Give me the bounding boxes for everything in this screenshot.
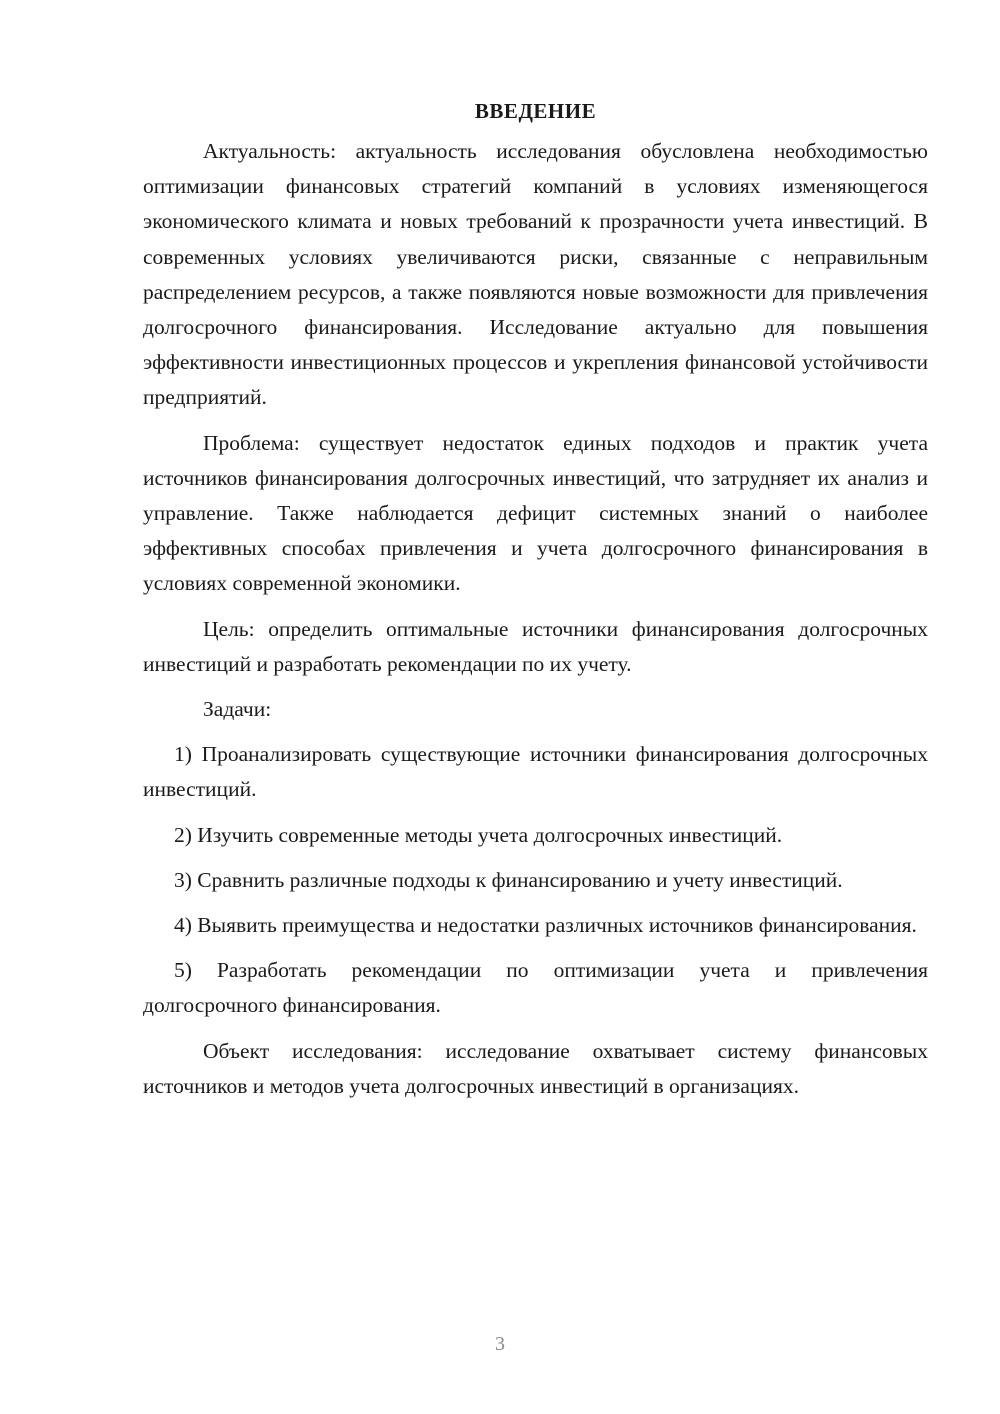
- relevance-paragraph: Актуальность: актуальность исследования обусловлена необходимостью оптимизации финансовых стратегий компаний в условиях изменяющегося экономического климата и новых требований к прозрачности учета инвестиций. В современных условиях увеличиваются риски, связанные с неправильным распределением ресурсов, а также появляются новые возможности для привлечения долгосрочного финансирования. Исследование актуально для повышения эффективности инвестиционных процессов и укрепления финансовой устойчивости предприятий.: [143, 139, 928, 410]
- tasks-label: Задачи:: [203, 697, 272, 722]
- task-item-4: 4) Выявить преимущества и недостатки различных источников финансирования.: [174, 913, 917, 938]
- section-heading: ВВЕДЕНИЕ: [474, 99, 597, 123]
- task-item-3: 3) Сравнить различные подходы к финансированию и учету инвестиций.: [174, 867, 843, 892]
- problem-paragraph: Проблема: существует недостаток единых подходов и практик учета источников финансирования долгосрочных инвестиций, что затрудняет их анализ и управление. Также наблюдается дефицит системных знаний о наиболее эффективных способах привлечения и учета долгосрочного финансирования в условиях современной экономики.: [143, 430, 928, 596]
- document-page: [143, 96, 928, 1114]
- task-item-2: 2) Изучить современные методы учета долгосрочных инвестиций.: [174, 822, 783, 847]
- goal-paragraph: Цель: определить оптимальные источники финансирования долгосрочных инвестиций и разработать рекомендации по их учету.: [143, 616, 928, 676]
- task-item-5: 5) Разработать рекомендации по оптимизации учета и привлечения долгосрочного финансирования.: [143, 958, 928, 1018]
- object-paragraph: Объект исследования: исследование охватывает систему финансовых источников и методов учета долгосрочных инвестиций в организациях.: [143, 1038, 928, 1098]
- page-number: 3: [495, 1333, 505, 1355]
- task-item-1: 1) Проанализировать существующие источники финансирования долгосрочных инвестиций.: [143, 742, 928, 802]
